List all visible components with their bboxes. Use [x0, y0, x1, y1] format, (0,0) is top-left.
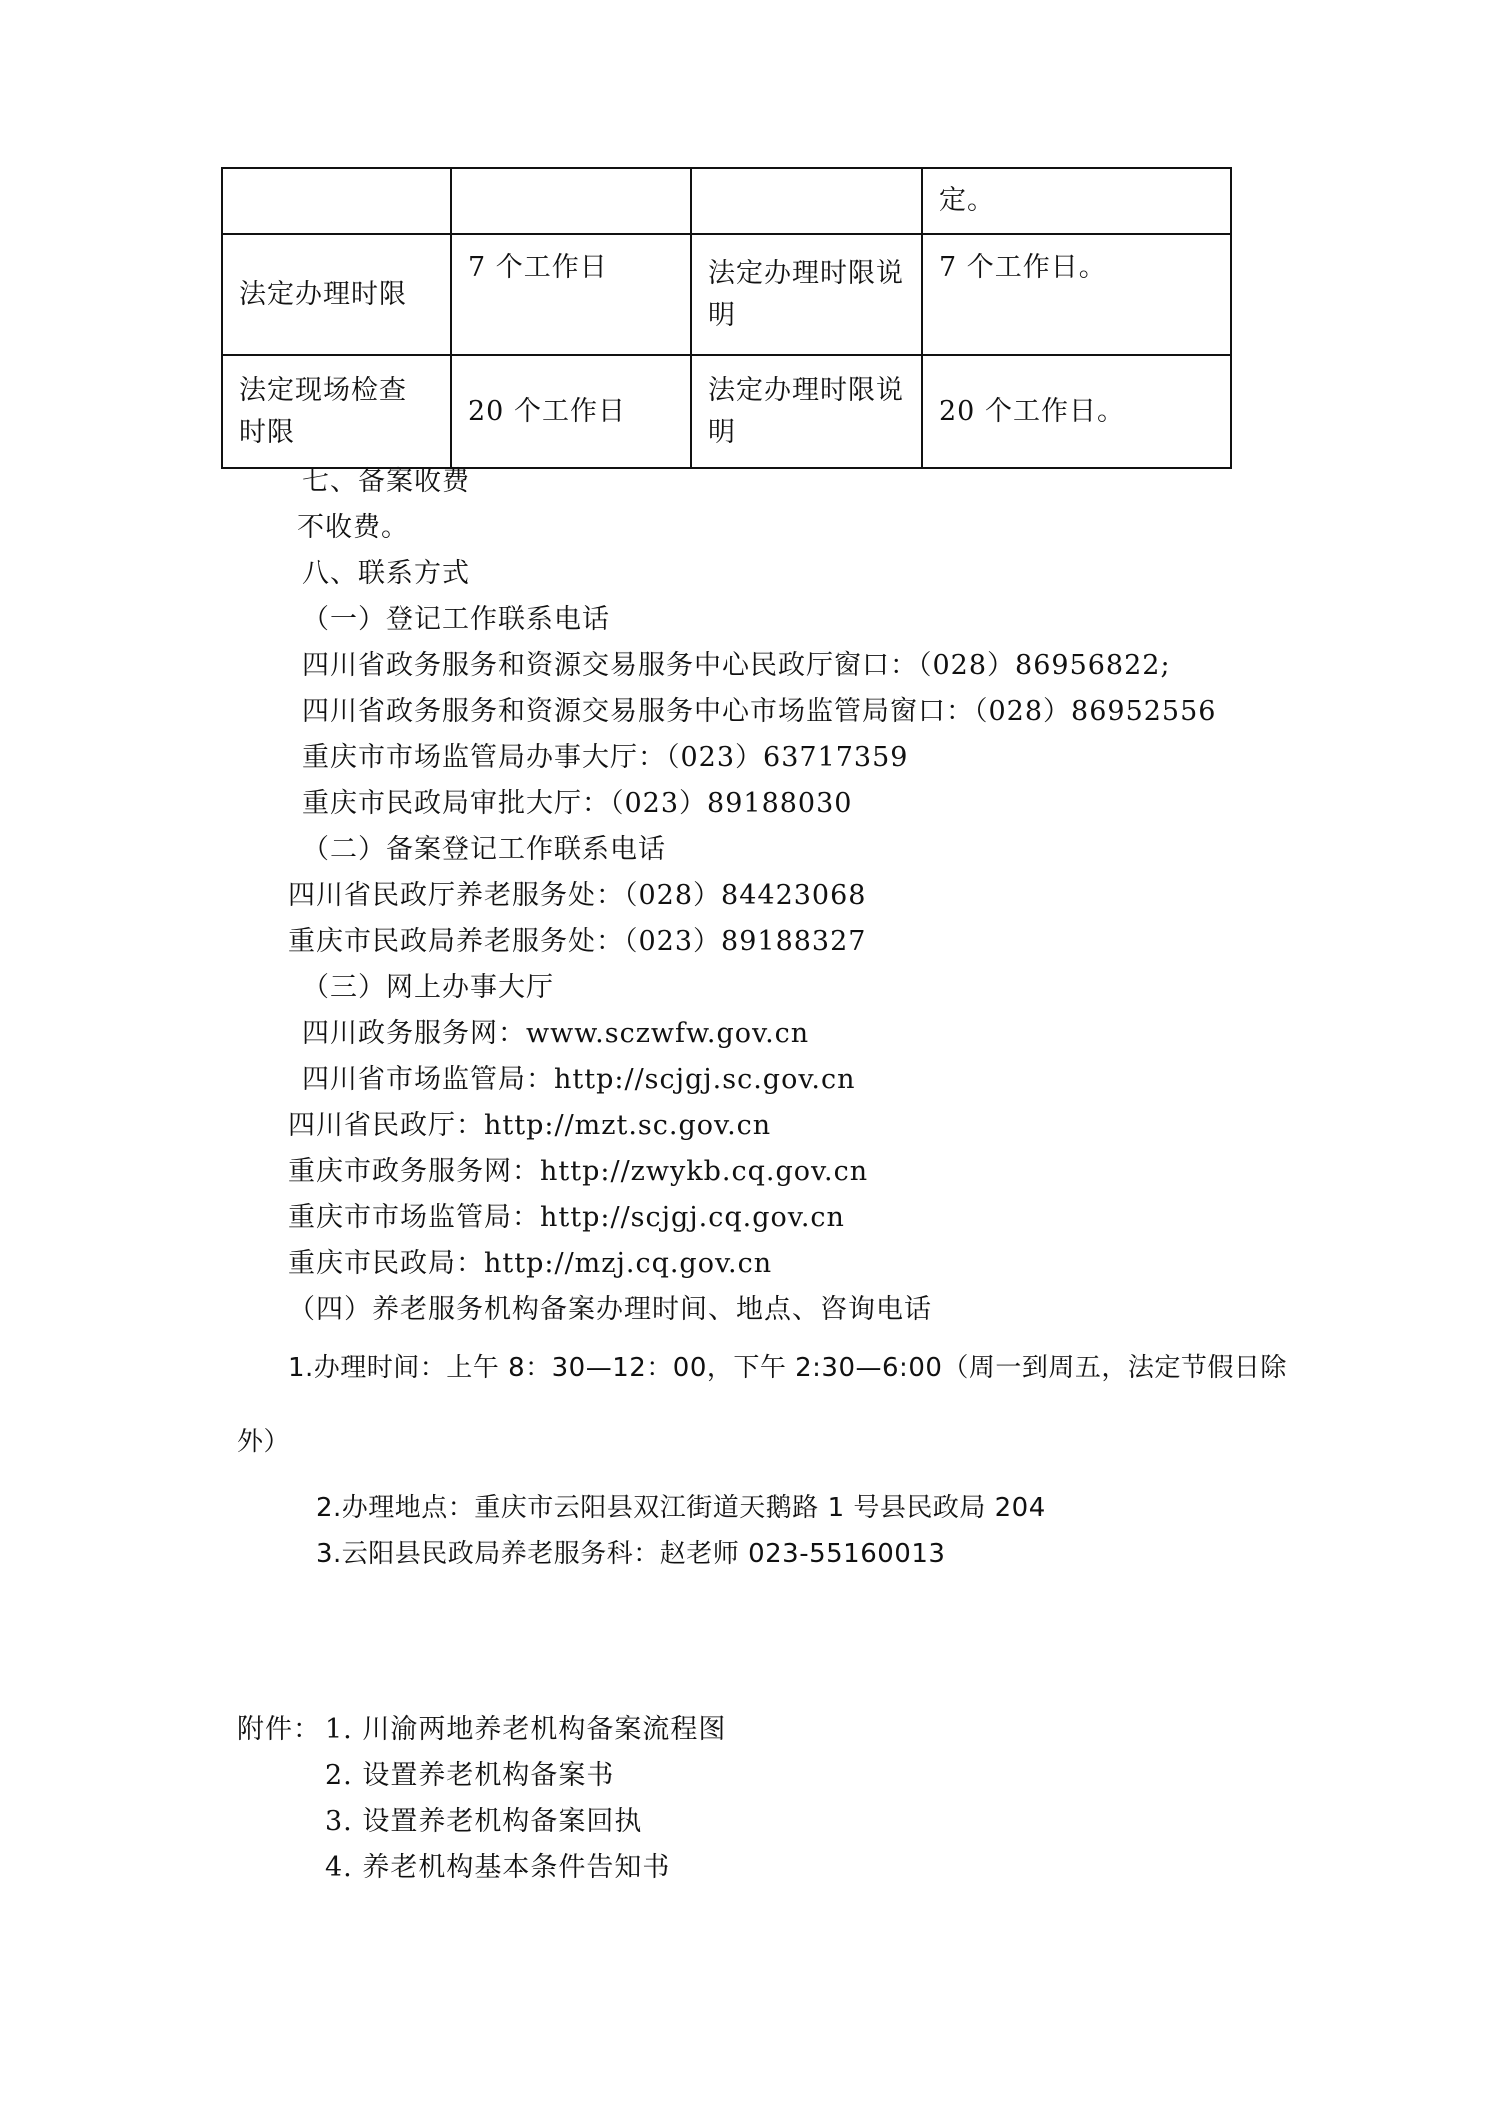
- sub4-time-line1: 1.办理时间：上午 8：30—12：00，下午 2:30—6:00（周一到周五，法定节假日除: [288, 1353, 1287, 1383]
- table-row: [222, 355, 1231, 468]
- attachment-item: 3. 设置养老机构备案回执: [325, 1806, 643, 1837]
- sub2-item: 重庆市民政局养老服务处：（023）89188327: [288, 926, 867, 957]
- section-7-heading: 七、备案收费: [302, 466, 470, 497]
- table-cell: 7 个工作日: [451, 234, 691, 355]
- sub4-contact: 3.云阳县民政局养老服务科：赵老师 023-55160013: [316, 1539, 946, 1569]
- table-cell: 法定办理时限说明: [691, 355, 922, 468]
- table-cell: 7 个工作日。: [922, 234, 1231, 355]
- attachments-label: 附件：: [237, 1714, 321, 1745]
- table-cell: [222, 168, 451, 234]
- sub1-item: 重庆市民政局审批大厅：（023）89188030: [302, 788, 853, 819]
- sub4-place: 2.办理地点：重庆市云阳县双江街道天鹅路 1 号县民政局 204: [316, 1493, 1046, 1523]
- sub1-item: 四川省政务服务和资源交易服务中心民政厅窗口：（028）86956822;: [302, 650, 1171, 681]
- table-cell: 法定现场检查时限: [222, 355, 451, 468]
- attachment-item: 4. 养老机构基本条件告知书: [325, 1852, 671, 1883]
- section-8-heading: 八、联系方式: [302, 558, 470, 589]
- sub2-heading: （二）备案登记工作联系电话: [302, 834, 666, 865]
- table-cell: [691, 168, 922, 234]
- table-cell: 20 个工作日: [451, 355, 691, 468]
- sub3-item: 四川省市场监管局：http://scjgj.sc.gov.cn: [302, 1064, 856, 1095]
- sub1-item: 重庆市市场监管局办事大厅：（023）63717359: [302, 742, 909, 773]
- info-table: [221, 167, 1232, 469]
- sub3-item: 重庆市政务服务网：http://zwykb.cq.gov.cn: [288, 1156, 869, 1187]
- attachment-item: 2. 设置养老机构备案书: [325, 1760, 615, 1791]
- table-cell: 定。: [922, 168, 1231, 234]
- sub3-item: 重庆市市场监管局：http://scjgj.cq.gov.cn: [288, 1202, 845, 1233]
- attachment-item: 1. 川渝两地养老机构备案流程图: [325, 1714, 727, 1745]
- table-cell: 法定办理时限说明: [691, 234, 922, 355]
- table-row: [222, 168, 1231, 234]
- sub4-time-line2: 外）: [237, 1427, 291, 1457]
- sub4-heading: （四）养老服务机构备案办理时间、地点、咨询电话: [288, 1294, 932, 1325]
- sub2-item: 四川省民政厅养老服务处：（028）84423068: [288, 880, 867, 911]
- table-row: [222, 234, 1231, 355]
- table-cell: 法定办理时限: [222, 234, 451, 355]
- sub3-item: 四川省民政厅：http://mzt.sc.gov.cn: [288, 1110, 772, 1141]
- sub1-item: 四川省政务服务和资源交易服务中心市场监管局窗口：（028）86952556: [302, 696, 1217, 727]
- sub3-item: 四川政务服务网：www.sczwfw.gov.cn: [302, 1018, 810, 1049]
- table-cell: [451, 168, 691, 234]
- section-7-body: 不收费。: [297, 512, 409, 543]
- sub1-heading: （一）登记工作联系电话: [302, 604, 610, 635]
- table-cell: 20 个工作日。: [922, 355, 1231, 468]
- sub3-heading: （三）网上办事大厅: [302, 972, 554, 1003]
- sub3-item: 重庆市民政局：http://mzj.cq.gov.cn: [288, 1248, 773, 1279]
